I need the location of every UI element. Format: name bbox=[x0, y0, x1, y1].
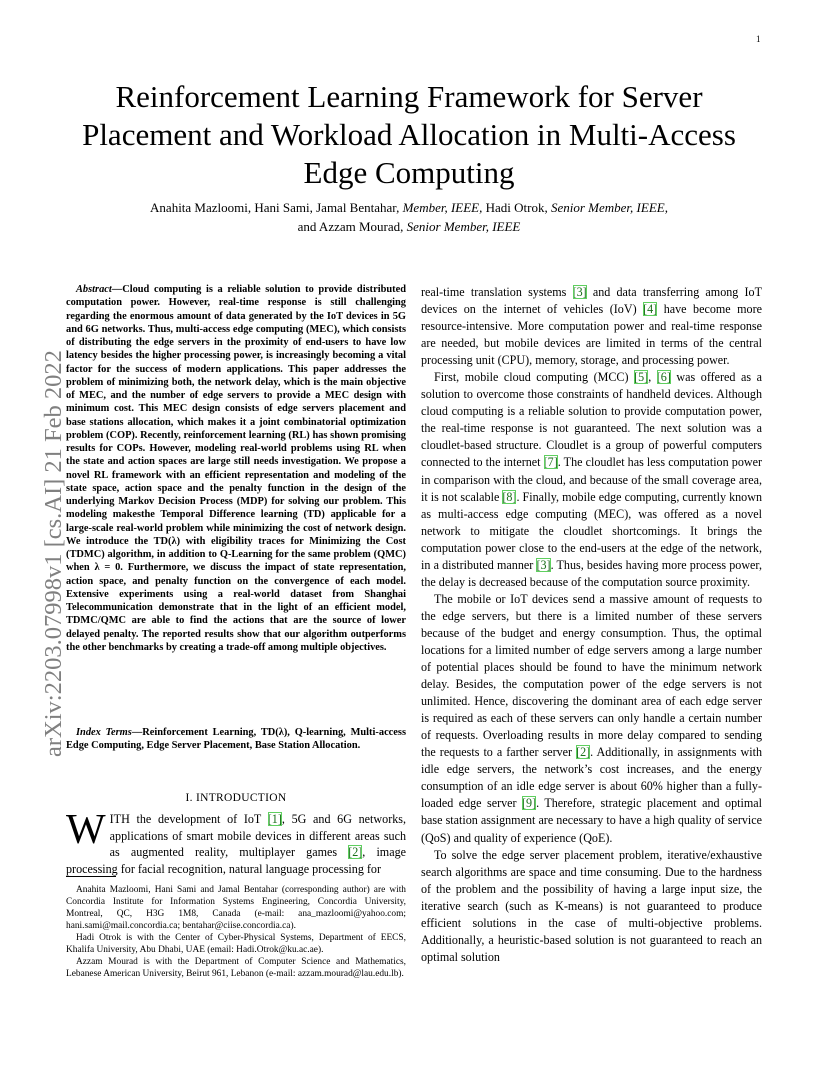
abstract bbox=[66, 283, 406, 654]
body-paragraph bbox=[421, 591, 762, 847]
body-text: To solve the edge server placement problem, iterative/exhaustive search algorithms are space and time consuming. Due to the hardness of the problem and the possibility of having a large input size, the iterative search (such as K-means) is not guaranteed to produce efficient solutions in the case of multi-objective problems. Additionally, a heuristic-based solution is not guaranteed to reach an optimal solution bbox=[421, 847, 762, 964]
citation-link[interactable]: [9] bbox=[522, 796, 537, 811]
citation-link[interactable]: [7] bbox=[543, 455, 558, 470]
citation-link[interactable]: [8] bbox=[502, 489, 517, 504]
abstract-text: Cloud computing is a reliable solution to provide distributed computation power. However, real-time response is still challenging regarding the enormous amount of data generated by the IoT devices in 5G and 6G networks. Thus, multi-access edge computing (MEC), which consists of distributing the edge servers in the proximity of end-users to have low latency besides the higher processing power, is increasingly becoming a vital factor for the success of modern applications. This paper addresses the problem of minimizing both, the network delay, which is the main objective of MEC, and the number of edge servers to provide a MEC design with minimum cost. This MEC design consists of edge servers placement and base stations allocation, which makes it a joint combinatorial optimization problem (COP). Recently, reinforcement learning (RL) has shown promising results for COPs. However, modeling real-world problems using RL when the state and action spaces are large still needs investigation. We propose a novel RL framework with an efficient representation and modeling of the state space, action space and the penalty function in the design of the underlying Markov Decision Process (MDP) for solving our problem. This modeling makesthe Temporal Difference learning (TD) applicable for a large-scale real-world problem while minimizing the cost of network design. We introduce the TD(λ) with eligibility traces for Minimizing the Cost (TDMC) algorithm, in addition to Q-Learning for the same problem (QMC) when λ = 0. Furthermore, we discuss the impact of state representation, action space, and penalty function on the convergence of each model. Extensive experiments using a real-world dataset from Shanghai Telecommunication demonstrate that in the light of an efficient model, TDMC/QMC are able to find the actions that are the source of lower delayed penalty. The reported results show that our algorithm outperforms the other benchmarks by creating a trade-off among multiple objectives. bbox=[66, 284, 406, 653]
author-names-2: Hadi Otrok, bbox=[482, 200, 551, 215]
index-terms-dash: — bbox=[131, 727, 143, 738]
body-paragraph bbox=[421, 369, 762, 591]
citation-link[interactable]: [3] bbox=[572, 285, 587, 299]
body-text: real-time translation systems bbox=[421, 285, 573, 299]
footnote: Azzam Mourad is with the Department of Computer Science and Mathematics, Lebanese American University, Beirut 961, Lebanon (e-mail: azzam.mourad@lau.edu.lb). bbox=[66, 957, 406, 979]
body-text: . Additionally, in assignments with idle edge servers, the network’s cost increases, and the energy consumption of an idle edge server is about 60% higher than a fully-loaded edge server bbox=[421, 745, 763, 811]
author-list bbox=[80, 198, 738, 236]
body-text: and data transferring among IoT devices on the internet of vehicles (IoV) bbox=[421, 285, 762, 317]
footnote: Hadi Otrok is with the Center of Cyber-Physical Systems, Department of EECS, Khalifa University, Abu Dhabi, UAE (email: Hadi.Otrok@ku.ac.ae). bbox=[66, 933, 406, 955]
author-affil-3: Senior Member, IEEE bbox=[406, 219, 521, 234]
body-text: was offered as a solution to overcome those constraints of handheld devices. Although cloud computing is a reliable solution to provide computation power, the real-time response is not guaranteed. The next solution was a cloudlet-based structure. Cloudlet is a group of powerful computers connected to the internet bbox=[421, 370, 763, 470]
body-text: . Thus, besides having more process power, the delay is decreased because of the computation source proximity. bbox=[421, 557, 762, 589]
section-heading-introduction: I. INTRODUCTION bbox=[185, 792, 287, 804]
citation-link[interactable]: [5] bbox=[634, 370, 649, 385]
body-text: The mobile or IoT devices send a massive amount of requests to the edge servers, but there is a limited number of these servers because of the budget and energy consumption. Thus, the optimal locations for a limited number of edge servers among a large number of potential places should be found to have the minimum network delay. Besides, the computation power of the edge servers is not unlimited. Hence, discovering the dominant area of each edge server is required as each of these servers can only handle a certain number of requests. Overloading results in more delay compared to sending the requests to a farther server bbox=[421, 591, 762, 760]
citation-link[interactable]: [2] bbox=[348, 845, 363, 859]
index-terms bbox=[66, 726, 406, 753]
index-terms-text: Reinforcement Learning, TD(λ), Q-learning, Multi-access Edge Computing, Edge Server Placement, Base Station Allocation. bbox=[66, 727, 406, 752]
body-paragraph bbox=[421, 284, 762, 369]
body-text: . The cloudlet has less computation power in comparison with the cloud, and because of the small coverage area, it is not scalable bbox=[421, 455, 762, 504]
right-column-body bbox=[421, 284, 762, 966]
citation-link[interactable]: [3] bbox=[536, 557, 551, 572]
intro-text: , image processing for facial recognition, natural language processing for bbox=[66, 845, 406, 876]
paper-title: Reinforcement Learning Framework for Server Placement and Workload Allocation in Multi-Access Edge Computing bbox=[82, 79, 736, 190]
intro-text: ITH the development of IoT bbox=[109, 812, 268, 826]
body-text: . Finally, mobile edge computing, currently known as multi-access edge computing (MEC), was offered as a novel network to mitigate the cloudlet shortcomings. It brings the computation power close to the end-users at the edge of the network, in a distributed manner bbox=[421, 489, 762, 572]
intro-paragraph bbox=[66, 807, 406, 877]
author-names-3: and Azzam Mourad, bbox=[297, 219, 407, 234]
body-text: have become more resource-intensive. More computation power and real-time response are needed, but mobile devices are limited in terms of the central processing unit (CPU), memory, storage, and processing power. bbox=[421, 302, 762, 368]
author-affil-2: Senior Member, IEEE, bbox=[550, 200, 668, 215]
body-text: . Therefore, strategic placement and optimal base station assignment are necessary to have a high quality of service (QoS) and quality of experience (QoE). bbox=[421, 796, 762, 845]
footnote: Anahita Mazloomi, Hani Sami and Jamal Bentahar (corresponding author) are with Concordia Institute for Information Systems Engineering, Concordia University, Montreal, QC, H3G 1M8, Canada (e-mail: ana_mazloomi@yahoo.com; hani.sami@mail.concordia.ca; bentahar@ciise.concordia.ca). bbox=[66, 885, 406, 931]
citation-link[interactable]: [1] bbox=[267, 812, 282, 826]
body-paragraph bbox=[421, 847, 762, 966]
abstract-dash: — bbox=[111, 284, 123, 295]
drop-cap: W bbox=[66, 807, 106, 853]
page-number: 1 bbox=[756, 34, 761, 44]
citation-link[interactable]: [6] bbox=[656, 370, 671, 385]
author-affil-1: Member, IEEE, bbox=[402, 200, 483, 215]
index-terms-label: Index Terms bbox=[76, 727, 132, 738]
footnotes bbox=[66, 884, 406, 980]
abstract-label: Abstract bbox=[76, 284, 112, 295]
body-text: , bbox=[648, 370, 657, 385]
body-text: First, mobile cloud computing (MCC) bbox=[434, 370, 635, 385]
intro-text: , 5G and 6G networks, applications of smart mobile devices in different areas such as augmented reality, multiplayer games bbox=[109, 812, 406, 859]
author-names-1: Anahita Mazloomi, Hani Sami, Jamal Bentahar, bbox=[150, 200, 403, 215]
arxiv-identifier: arXiv:2203.07998v1 [cs.AI] 21 Feb 2022 bbox=[40, 350, 67, 757]
footnote-rule bbox=[66, 876, 116, 877]
citation-link[interactable]: [4] bbox=[643, 302, 658, 317]
citation-link[interactable]: [2] bbox=[576, 745, 591, 760]
